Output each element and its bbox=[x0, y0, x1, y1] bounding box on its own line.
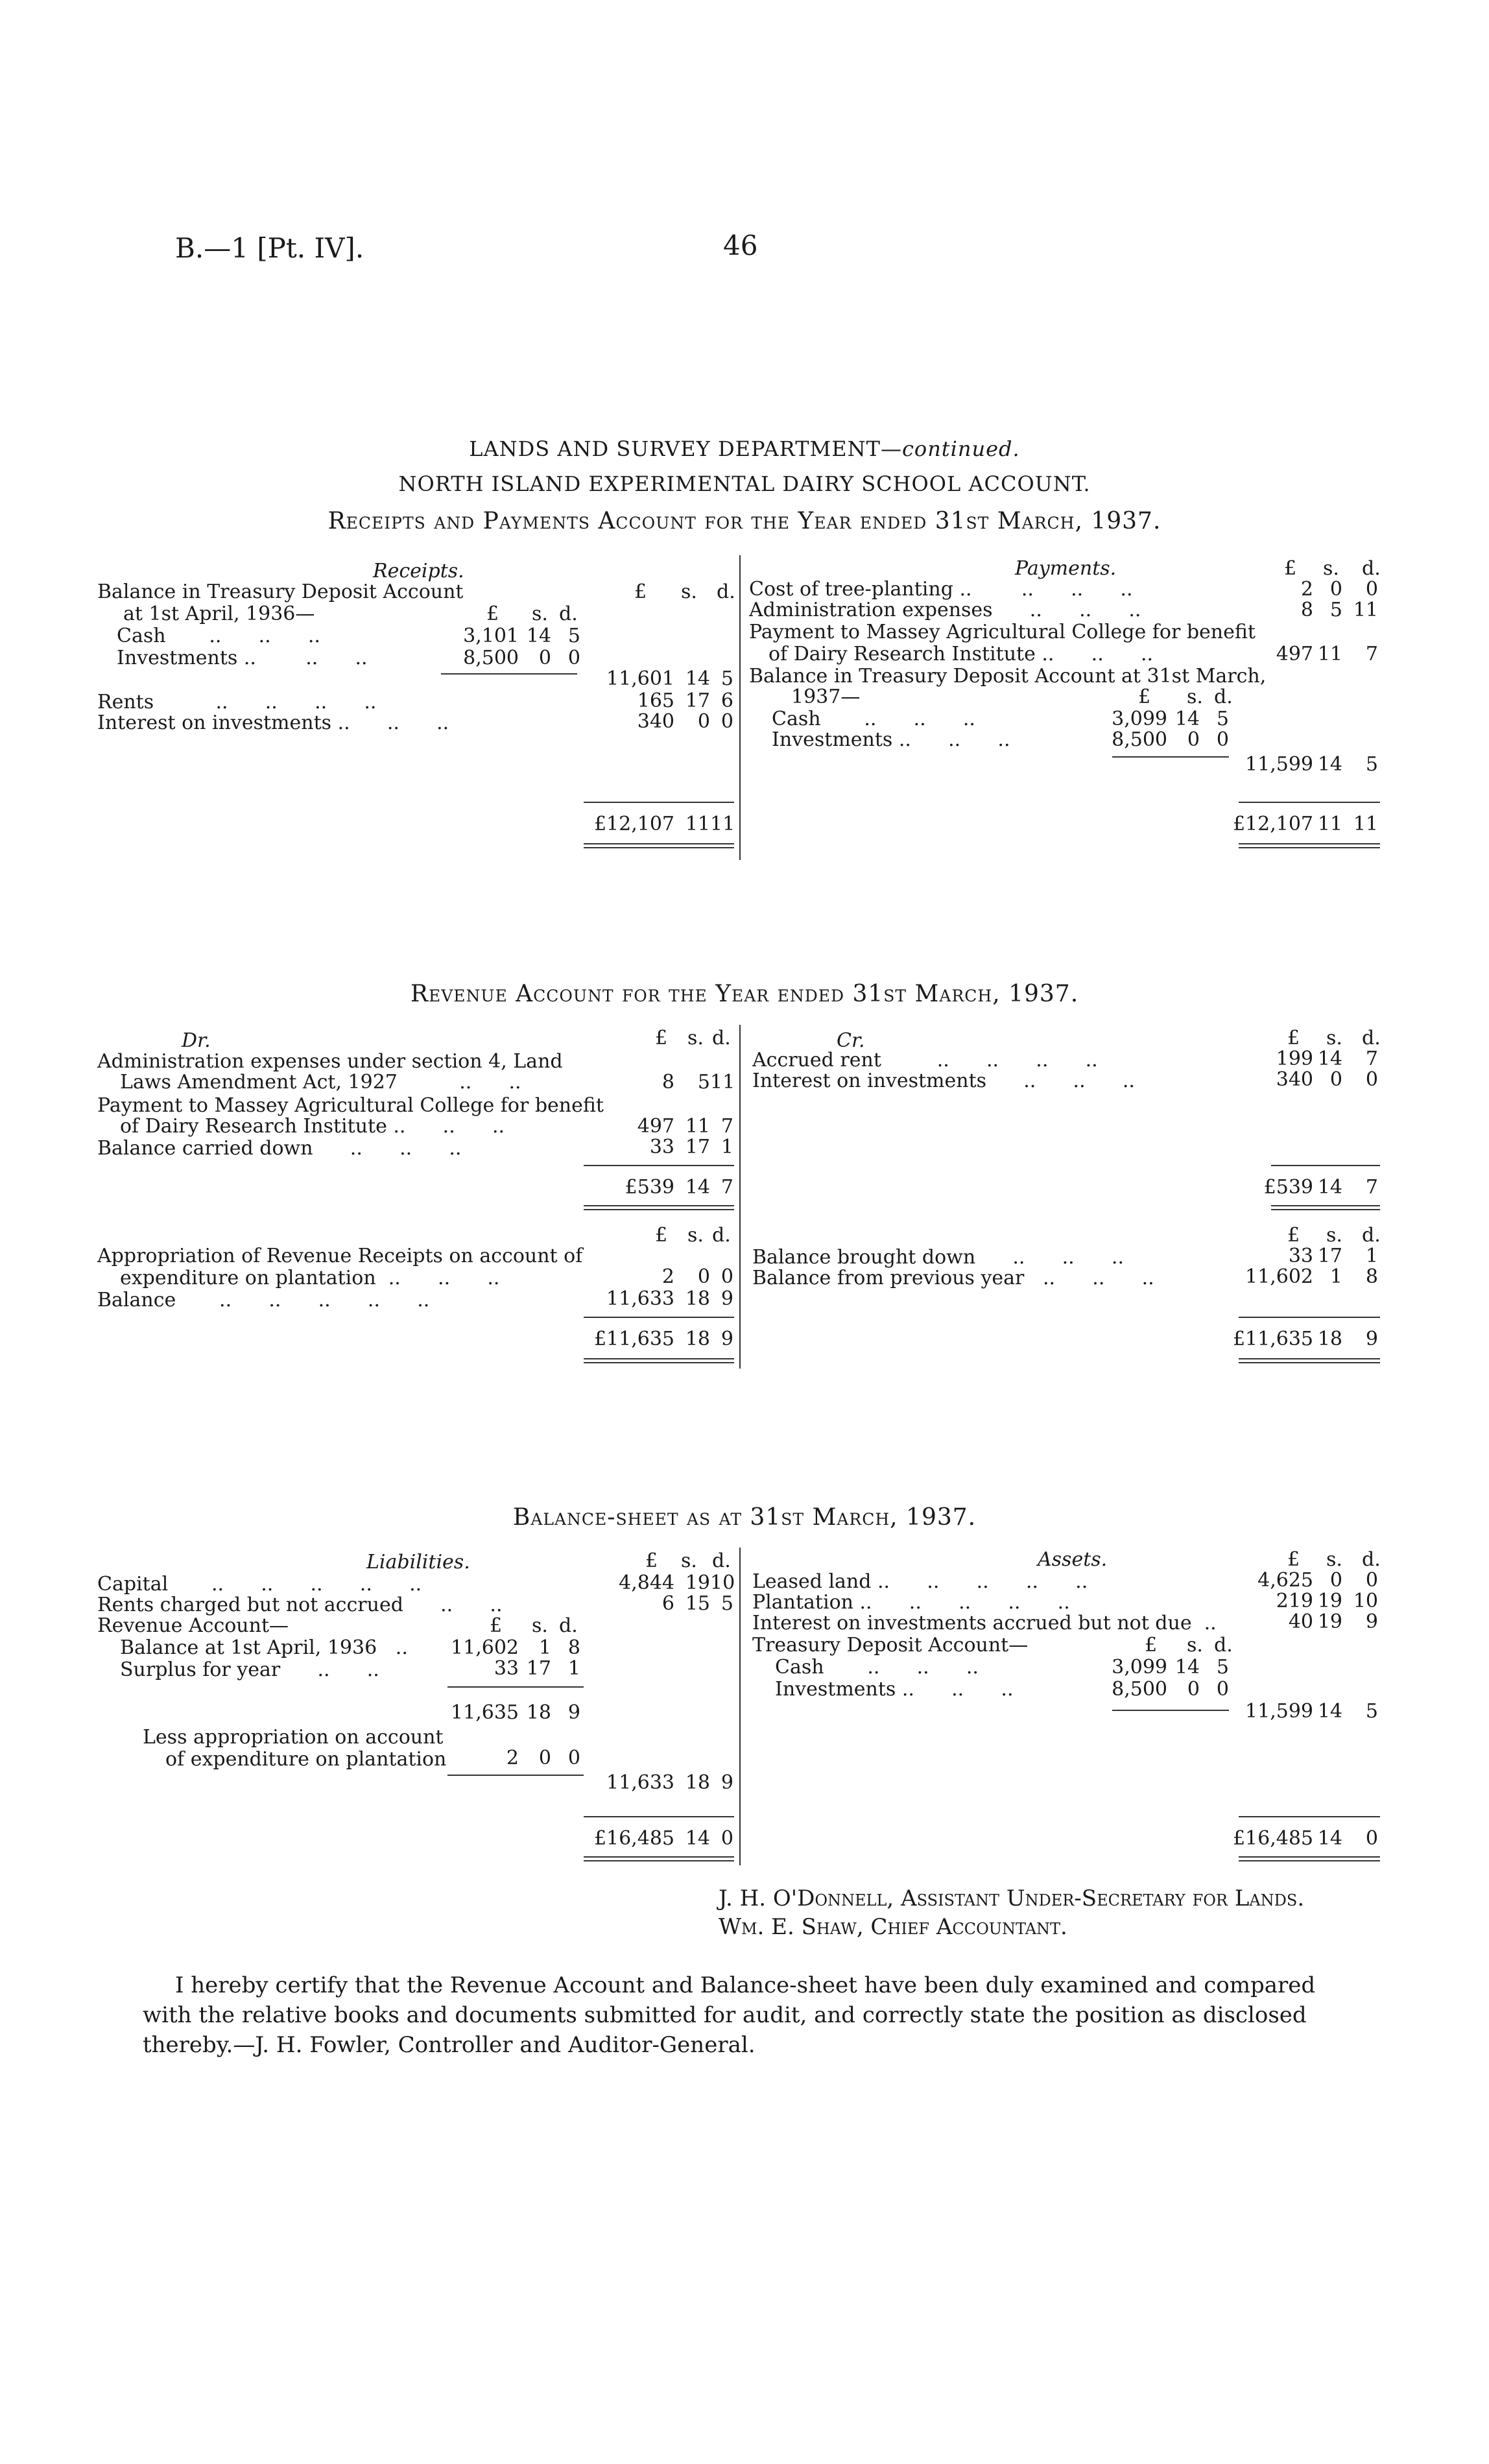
pound-header: £ bbox=[1138, 686, 1151, 708]
debit-label: Balance carried down .. .. .. bbox=[97, 1137, 462, 1160]
liability-label: Balance at 1st April, 1936 .. bbox=[120, 1636, 408, 1659]
amount-pounds: 33 bbox=[494, 1657, 519, 1680]
debit-header: Dr. bbox=[182, 1029, 211, 1052]
liability-label: Capital .. .. .. .. .. bbox=[97, 1573, 422, 1596]
total-pence: 0 bbox=[721, 1827, 733, 1850]
amount-pounds: 2 bbox=[506, 1747, 519, 1769]
total-rule bbox=[584, 1816, 734, 1817]
certificate-text: thereby.—J. H. Fowler, Controller and Auditor-General. bbox=[143, 2032, 756, 2058]
subtotal-rule bbox=[1112, 1710, 1229, 1711]
pound-header: £ bbox=[1287, 1027, 1300, 1049]
shilling-header: s. bbox=[1326, 1224, 1342, 1247]
amount-shillings: 0 bbox=[1329, 1569, 1342, 1592]
liability-label: Less appropriation on account bbox=[143, 1726, 444, 1749]
pence-header: d. bbox=[1214, 686, 1233, 708]
total-shillings: 11 bbox=[1317, 813, 1342, 835]
pence-header: d. bbox=[712, 1224, 731, 1247]
balance-sheet-divider bbox=[739, 1548, 741, 1865]
certificate-text: with the relative books and documents submitted for audit, and correctly state the position as disclosed bbox=[143, 2002, 1307, 2028]
total-rule bbox=[1271, 1165, 1380, 1166]
amount-pence: 0 bbox=[1216, 728, 1229, 751]
account-heading: NORTH ISLAND EXPERIMENTAL DAIRY SCHOOL ACCOUNT. bbox=[398, 472, 1091, 496]
amount-pence: 1 bbox=[721, 1136, 733, 1158]
amount-pence: 0 bbox=[721, 1265, 733, 1288]
payment-label: Administration expenses .. .. .. bbox=[749, 599, 1141, 621]
pound-header: £ bbox=[1145, 1634, 1158, 1657]
amount-pence: 5 bbox=[1365, 753, 1378, 776]
amount-pounds: 4,625 bbox=[1257, 1569, 1313, 1592]
amount-pence: 7 bbox=[721, 1115, 733, 1138]
amount-pence: 1 bbox=[567, 1657, 580, 1680]
receipt-label: at 1st April, 1936— bbox=[123, 603, 315, 625]
pence-header: d. bbox=[1214, 1634, 1233, 1657]
receipts-payments-title: Receipts and Payments Account for the Year ended 31st March, 1937. bbox=[328, 508, 1161, 534]
total-pounds: £539 bbox=[625, 1176, 674, 1199]
amount-pounds: 11,602 bbox=[451, 1636, 519, 1659]
pence-header: d. bbox=[717, 580, 735, 603]
total-pence: 9 bbox=[721, 1328, 733, 1350]
shilling-header: s. bbox=[1187, 1634, 1203, 1657]
shilling-header: s. bbox=[687, 1224, 704, 1247]
amount-shillings: 5 bbox=[1329, 599, 1342, 621]
amount-shillings: 5 bbox=[697, 1071, 710, 1094]
amount-shillings: 17 bbox=[1317, 1245, 1342, 1267]
pound-header: £ bbox=[1284, 557, 1297, 580]
amount-pounds: 11,601 bbox=[606, 667, 674, 690]
total-pence: 11 bbox=[710, 813, 735, 835]
debit-label: Appropriation of Revenue Receipts on account of bbox=[97, 1245, 583, 1267]
amount-pence: 0 bbox=[567, 1747, 580, 1769]
amount-pounds: 2 bbox=[1300, 578, 1313, 601]
amount-pounds: 33 bbox=[1288, 1245, 1313, 1267]
amount-shillings: 17 bbox=[685, 1136, 710, 1158]
payments-header: Payments. bbox=[1015, 557, 1117, 580]
amount-pounds: 8,500 bbox=[1112, 728, 1167, 751]
amount-pounds: 6 bbox=[661, 1592, 674, 1615]
debit-label: expenditure on plantation .. .. .. bbox=[120, 1267, 500, 1289]
amount-pounds: 11,602 bbox=[1245, 1265, 1313, 1288]
signature-under-secretary: J. H. O'Donnell, Assistant Under-Secretary for Lands. bbox=[719, 1885, 1305, 1911]
amount-pounds: 3,101 bbox=[463, 625, 519, 647]
total-rule bbox=[1239, 1317, 1380, 1318]
pence-header: d. bbox=[1362, 557, 1381, 580]
subtotal-rule bbox=[441, 673, 577, 675]
amount-pence: 5 bbox=[1365, 1700, 1378, 1723]
amount-pence: 8 bbox=[567, 1636, 580, 1659]
pence-header: d. bbox=[1362, 1548, 1381, 1571]
credit-label: Balance from previous year .. .. .. bbox=[752, 1267, 1154, 1289]
amount-shillings: 18 bbox=[526, 1701, 551, 1724]
credit-label: Interest on investments .. .. .. bbox=[752, 1070, 1135, 1092]
debit-label: Payment to Massey Agricultural College for benefit bbox=[97, 1094, 604, 1117]
amount-shillings: 14 bbox=[685, 667, 710, 690]
amount-pence: 0 bbox=[1216, 1678, 1229, 1701]
payment-label: Cash .. .. .. bbox=[772, 708, 975, 730]
asset-label: Leased land .. .. .. .. .. bbox=[752, 1570, 1088, 1593]
pound-header: £ bbox=[655, 1224, 668, 1247]
amount-shillings: 11 bbox=[1317, 643, 1342, 665]
receipt-label: Cash .. .. .. bbox=[117, 625, 320, 647]
total-pence: 11 bbox=[1353, 813, 1378, 835]
total-pounds: £12,107 bbox=[1232, 813, 1313, 835]
amount-pounds: 8,500 bbox=[463, 647, 519, 669]
amount-pounds: 11,633 bbox=[606, 1287, 674, 1310]
payment-label: Investments .. .. .. bbox=[772, 728, 1010, 751]
amount-pounds: 219 bbox=[1276, 1590, 1313, 1612]
amount-shillings: 0 bbox=[1187, 728, 1200, 751]
double-rule bbox=[1271, 1205, 1380, 1206]
department-heading: LANDS AND SURVEY DEPARTMENT—continued. bbox=[469, 437, 1020, 461]
amount-pounds: 2 bbox=[661, 1265, 674, 1288]
amount-shillings: 14 bbox=[526, 625, 551, 647]
amount-shillings: 19 bbox=[1317, 1590, 1342, 1612]
total-pence: 7 bbox=[1365, 1176, 1378, 1199]
amount-pence: 1 bbox=[1365, 1245, 1378, 1267]
amount-pounds: 3,099 bbox=[1112, 1656, 1167, 1679]
asset-label: Interest on investments accrued but not due .. bbox=[752, 1612, 1217, 1634]
amount-pence: 11 bbox=[710, 1071, 735, 1094]
total-shillings: 14 bbox=[1317, 1176, 1342, 1199]
payment-label: Payment to Massey Agricultural College for benefit bbox=[749, 621, 1256, 643]
payment-label: Cost of tree-planting .. .. .. .. bbox=[749, 578, 1133, 601]
liability-label: Surplus for year .. .. bbox=[120, 1658, 379, 1681]
total-pounds: £12,107 bbox=[593, 813, 674, 835]
amount-shillings: 15 bbox=[685, 1592, 710, 1615]
amount-pounds: 11,633 bbox=[606, 1771, 674, 1794]
amount-pounds: 11,635 bbox=[451, 1701, 519, 1724]
revenue-title: Revenue Account for the Year ended 31st March, 1937. bbox=[410, 981, 1079, 1007]
total-shillings: 14 bbox=[685, 1176, 710, 1199]
amount-shillings: 0 bbox=[1187, 1678, 1200, 1701]
amount-pence: 9 bbox=[567, 1701, 580, 1724]
amount-pence: 0 bbox=[1365, 1068, 1378, 1091]
debit-label: Administration expenses under section 4, Land bbox=[97, 1050, 563, 1073]
amount-pence: 7 bbox=[1365, 643, 1378, 665]
rp-divider bbox=[739, 555, 741, 860]
total-pounds: £16,485 bbox=[593, 1827, 674, 1850]
amount-pence: 11 bbox=[1353, 599, 1378, 621]
amount-pence: 5 bbox=[1216, 708, 1229, 730]
amount-pounds: 340 bbox=[637, 710, 674, 733]
asset-label: Cash .. .. .. bbox=[775, 1656, 979, 1679]
amount-pence: 0 bbox=[1365, 578, 1378, 601]
payment-label: Balance in Treasury Deposit Account at 31st March, bbox=[749, 665, 1267, 688]
amount-pence: 0 bbox=[721, 710, 733, 733]
amount-shillings: 18 bbox=[685, 1287, 710, 1310]
amount-shillings: 1 bbox=[1329, 1265, 1342, 1288]
receipt-label: Interest on investments .. .. .. bbox=[97, 712, 449, 734]
pound-header: £ bbox=[1287, 1548, 1300, 1571]
shilling-header: s. bbox=[1187, 686, 1203, 708]
amount-shillings: 1 bbox=[538, 1636, 551, 1659]
pound-header: £ bbox=[645, 1549, 658, 1572]
asset-label: Plantation .. .. .. .. .. bbox=[752, 1591, 1070, 1614]
pence-header: d. bbox=[1362, 1224, 1381, 1247]
total-shillings: 11 bbox=[685, 813, 710, 835]
amount-pence: 5 bbox=[1216, 1656, 1229, 1679]
page-number: 46 bbox=[723, 230, 758, 261]
credit-label: Balance brought down .. .. .. bbox=[752, 1246, 1125, 1269]
certificate-text: I hereby certify that the Revenue Account and Balance-sheet have been duly examined and compared bbox=[175, 1972, 1316, 1998]
payment-label: 1937— bbox=[791, 686, 861, 708]
amount-pence: 5 bbox=[721, 1592, 733, 1615]
amount-shillings: 0 bbox=[1329, 1068, 1342, 1091]
amount-shillings: 14 bbox=[1174, 708, 1200, 730]
receipt-label: Balance in Treasury Deposit Account bbox=[97, 580, 464, 603]
shilling-header: s. bbox=[1326, 1027, 1342, 1049]
shilling-header: s. bbox=[1323, 557, 1339, 580]
amount-shillings: 0 bbox=[697, 710, 710, 733]
liability-label: Revenue Account— bbox=[97, 1614, 289, 1637]
amount-shillings: 19 bbox=[685, 1572, 710, 1594]
pence-header: d. bbox=[1362, 1027, 1381, 1049]
total-shillings: 14 bbox=[685, 1827, 710, 1850]
amount-shillings: 14 bbox=[1317, 753, 1342, 776]
asset-label: Treasury Deposit Account— bbox=[752, 1634, 1029, 1657]
total-pence: 0 bbox=[1365, 1827, 1378, 1850]
asset-label: Investments .. .. .. bbox=[775, 1678, 1014, 1701]
amount-pence: 5 bbox=[721, 667, 733, 690]
amount-pence: 8 bbox=[1365, 1265, 1378, 1288]
document-reference: B.—1 [Pt. IV]. bbox=[175, 232, 364, 264]
pence-header: d. bbox=[559, 603, 578, 625]
debit-label: of Dairy Research Institute .. .. .. bbox=[120, 1115, 505, 1138]
total-rule bbox=[1239, 1816, 1380, 1817]
liability-label: of expenditure on plantation bbox=[165, 1748, 447, 1771]
amount-pence: 9 bbox=[1365, 1610, 1378, 1633]
pound-header: £ bbox=[655, 1027, 668, 1049]
amount-pounds: 3,099 bbox=[1112, 708, 1167, 730]
pound-header: £ bbox=[634, 580, 647, 603]
balance-sheet-title: Balance-sheet as at 31st March, 1937. bbox=[512, 1504, 977, 1531]
amount-shillings: 18 bbox=[685, 1771, 710, 1794]
pence-header: d. bbox=[559, 1614, 578, 1637]
signature-chief-accountant: Wm. E. Shaw, Chief Accountant. bbox=[719, 1914, 1067, 1940]
amount-pounds: 33 bbox=[649, 1136, 674, 1158]
total-shillings: 14 bbox=[1317, 1827, 1342, 1850]
total-shillings: 18 bbox=[1317, 1328, 1342, 1350]
double-rule bbox=[1239, 1358, 1380, 1359]
amount-pence: 0 bbox=[567, 647, 580, 669]
double-rule bbox=[584, 1205, 734, 1206]
shilling-header: s. bbox=[532, 1614, 548, 1637]
subtotal-rule bbox=[447, 1686, 584, 1688]
liability-label: Rents charged but not accrued .. .. bbox=[97, 1594, 503, 1616]
debit-label: Balance .. .. .. .. .. bbox=[97, 1289, 430, 1311]
amount-pounds: 8,500 bbox=[1112, 1678, 1167, 1701]
pound-header: £ bbox=[486, 603, 499, 625]
receipts-header: Receipts. bbox=[373, 560, 464, 582]
double-rule bbox=[1239, 843, 1380, 844]
shilling-header: s. bbox=[1326, 1548, 1342, 1571]
total-pence: 7 bbox=[721, 1176, 733, 1199]
double-rule bbox=[1239, 1856, 1380, 1858]
amount-pounds: 40 bbox=[1288, 1610, 1313, 1633]
amount-shillings: 14 bbox=[1317, 1047, 1342, 1070]
shilling-header: s. bbox=[532, 603, 548, 625]
total-rule bbox=[1239, 802, 1380, 803]
total-rule bbox=[584, 802, 734, 803]
total-pence: 9 bbox=[1365, 1328, 1378, 1350]
amount-pence: 9 bbox=[721, 1771, 733, 1794]
total-rule bbox=[584, 1165, 734, 1166]
pound-header: £ bbox=[1287, 1224, 1300, 1247]
double-rule bbox=[584, 1856, 734, 1858]
amount-pence: 9 bbox=[721, 1287, 733, 1310]
subtotal-rule bbox=[1112, 756, 1229, 758]
total-shillings: 18 bbox=[685, 1328, 710, 1350]
total-rule bbox=[584, 1317, 734, 1318]
subtotal-rule bbox=[447, 1775, 584, 1776]
pence-header: d. bbox=[712, 1549, 731, 1572]
total-pounds: £539 bbox=[1263, 1176, 1313, 1199]
amount-pounds: 8 bbox=[1300, 599, 1313, 621]
amount-shillings: 17 bbox=[526, 1657, 551, 1680]
amount-pounds: 340 bbox=[1276, 1068, 1313, 1091]
total-pounds: £11,635 bbox=[1232, 1328, 1313, 1350]
amount-shillings: 0 bbox=[1329, 578, 1342, 601]
amount-pence: 6 bbox=[721, 689, 733, 712]
revenue-divider bbox=[739, 1025, 741, 1369]
amount-pounds: 11,599 bbox=[1245, 753, 1313, 776]
assets-header: Assets. bbox=[1038, 1548, 1108, 1571]
amount-shillings: 17 bbox=[685, 689, 710, 712]
amount-pounds: 8 bbox=[661, 1071, 674, 1094]
payment-label: of Dairy Research Institute .. .. .. bbox=[768, 643, 1154, 665]
amount-shillings: 19 bbox=[1317, 1610, 1342, 1633]
amount-pounds: 11,599 bbox=[1245, 1700, 1313, 1723]
pound-header: £ bbox=[490, 1614, 503, 1637]
amount-shillings: 0 bbox=[538, 647, 551, 669]
total-pounds: £11,635 bbox=[593, 1328, 674, 1350]
amount-shillings: 0 bbox=[697, 1265, 710, 1288]
amount-pounds: 199 bbox=[1276, 1047, 1313, 1070]
receipt-label: Investments .. .. .. bbox=[117, 647, 368, 669]
amount-pence: 10 bbox=[1353, 1590, 1378, 1612]
amount-shillings: 14 bbox=[1317, 1700, 1342, 1723]
amount-shillings: 11 bbox=[685, 1115, 710, 1138]
liabilities-header: Liabilities. bbox=[366, 1551, 470, 1573]
debit-label: Laws Amendment Act, 1927 .. .. bbox=[120, 1071, 521, 1094]
amount-pounds: 4,844 bbox=[619, 1572, 674, 1594]
amount-pounds: 497 bbox=[1276, 643, 1313, 665]
credit-header: Cr. bbox=[837, 1029, 865, 1052]
amount-pence: 0 bbox=[1365, 1569, 1378, 1592]
double-rule bbox=[584, 843, 734, 844]
amount-pence: 10 bbox=[710, 1572, 735, 1594]
amount-shillings: 0 bbox=[538, 1747, 551, 1769]
shilling-header: s. bbox=[687, 1027, 704, 1049]
shilling-header: s. bbox=[681, 580, 697, 603]
pence-header: d. bbox=[712, 1027, 731, 1049]
amount-pounds: 165 bbox=[637, 689, 674, 712]
amount-pence: 5 bbox=[567, 625, 580, 647]
credit-label: Accrued rent .. .. .. .. bbox=[752, 1049, 1098, 1071]
shilling-header: s. bbox=[681, 1549, 697, 1572]
total-pounds: £16,485 bbox=[1232, 1827, 1313, 1850]
double-rule bbox=[584, 1358, 734, 1359]
amount-shillings: 14 bbox=[1174, 1656, 1200, 1679]
amount-pence: 7 bbox=[1365, 1047, 1378, 1070]
receipt-label: Rents .. .. .. .. bbox=[97, 691, 377, 713]
amount-pounds: 497 bbox=[637, 1115, 674, 1138]
